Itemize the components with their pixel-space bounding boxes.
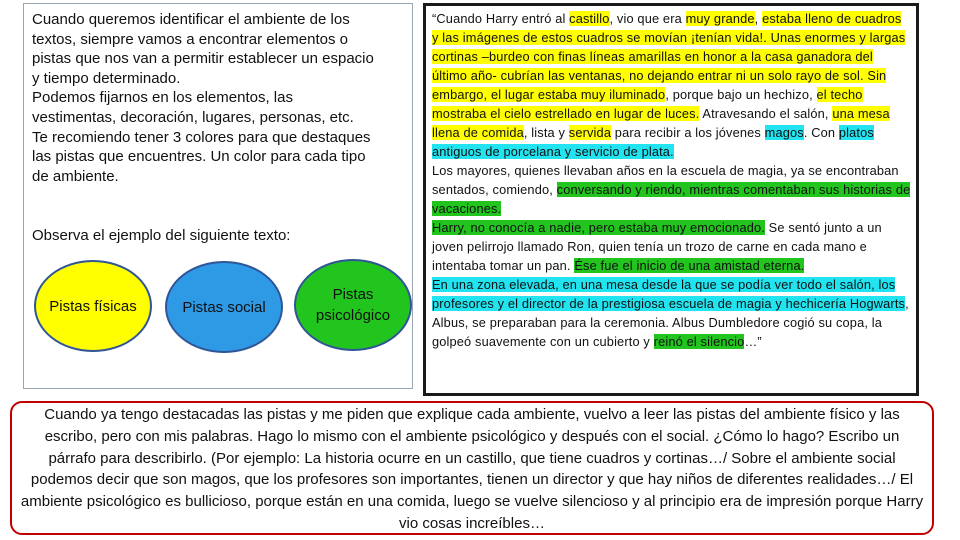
highlight-social: platos antiguos de porcelana y servicio de plata. <box>432 125 874 159</box>
highlight-physical: el techo mostraba el cielo estrellado en lugar de luces. <box>432 87 863 121</box>
highlight-physical: castillo <box>569 11 610 26</box>
highlight-social: magos <box>764 125 804 140</box>
intro-line: y tiempo determinado. <box>32 69 181 87</box>
intro-line: de ambiente. <box>32 167 119 185</box>
story-paragraph <box>432 275 911 351</box>
intro-line: pistas que nos van a permitir establecer un espacio <box>32 50 374 68</box>
physical-clues-ellipse <box>34 260 152 352</box>
story-text: , vio que era <box>609 11 686 26</box>
intro-line: Cuando queremos identificar el ambiente de los <box>32 11 350 28</box>
story-paragraph <box>432 161 911 218</box>
explanation-box <box>10 401 934 535</box>
psychological-clues-ellipse <box>294 259 412 351</box>
ellipse-label: Pistas físicas <box>49 297 137 315</box>
highlight-psychological: reinó el silencio <box>653 334 745 349</box>
story-text-box <box>423 3 919 396</box>
story-text: para recibir a los jóvenes <box>611 125 765 140</box>
story-text: , lista y <box>523 125 569 140</box>
story-text: Los mayores, quienes llevaban años en la escuela de magia, ya se encontraban sentados, comiendo, <box>432 163 899 197</box>
highlight-psychological: Harry, no conocía a nadie, pero estaba muy emocionado. <box>432 220 765 235</box>
story-text: , Albus, se preparaban para la ceremonia. Albus Dumbledore cogió su copa, la golpeó suavemente con un cubierto y <box>432 296 909 349</box>
explanation-text: Cuando ya tengo destacadas las pistas y me piden que explique cada ambiente, vuelvo a leer las pistas del ambiente físico y las escribo, pero con mis palabras. Hago lo mismo con el ambiente psicológico y después con el social. ¿Cómo lo hago? Escribo un párrafo para describirlo. (Por ejemplo: La historia ocurre en un castillo, que tiene cuadros y cortinas…/ Sobre el ambiente social podemos decir que son magos, que los profesores son importantes, tienen un director y que hay niños de diferentes realidades…/ El ambiente psicológico es bullicioso, porque están en una comida, luego se vuelve silencioso y al principio era de impresión porque Harry vio cosas increíbles… <box>20 406 924 532</box>
intro-line: textos, siempre vamos a encontrar elementos o <box>32 30 348 48</box>
highlight-physical: servida <box>568 125 612 140</box>
story-paragraph <box>432 218 911 275</box>
observe-label: Observa el ejemplo del siguiente texto: <box>32 227 291 244</box>
story-text: . Con <box>803 125 839 140</box>
ellipse-label: Pistas psicológico <box>315 286 391 324</box>
highlight-physical: una mesa llena de comida <box>432 106 890 140</box>
highlight-physical: muy grande <box>685 11 755 26</box>
intro-line: vestimentas, decoración, lugares, personas, etc. <box>32 108 354 126</box>
social-clues-ellipse <box>165 261 283 353</box>
highlight-social: En una zona elevada, en una mesa desde la que se podía ver todo el salón, los profesores y el director de la prestigiosa escuela de magia y hechicería Hogwarts <box>432 277 906 311</box>
intro-line: Te recomiendo tener 3 colores para que destaques <box>32 128 371 146</box>
highlight-psychological: Ése fue el inicio de una amistad eterna. <box>574 258 805 273</box>
ellipse-label: Pistas social <box>182 298 266 316</box>
story-text: , <box>754 11 763 26</box>
highlight-psychological: conversando y riendo, mientras comentaban sus historias de vacaciones. <box>432 182 911 216</box>
intro-text <box>32 10 412 186</box>
highlight-physical: estaba lleno de cuadros y las imágenes de estos cuadros se movían ¡tenían vida!. Unas enormes y largas cortinas –burdeo con finas líneas amarillas en honor a la casa ganadora del último año- cubrían las ventanas, no dejando entrar ni un solo rayo de sol. Sin embargo, el lugar estaba muy iluminado <box>432 11 906 102</box>
intro-line: las pistas que encuentres. Un color para cada tipo <box>32 148 366 166</box>
story-text: Se sentó junto a un joven pelirrojo llamado Ron, quien tenía un trozo de carne en cada mano e intentaba tomar un pan. <box>432 220 882 273</box>
intro-line: Podemos fijarnos en los elementos, las <box>32 89 293 107</box>
story-text: Atravesando el salón, <box>699 106 833 121</box>
story-paragraph <box>432 9 911 161</box>
story-text: …” <box>744 334 762 349</box>
story-text: “Cuando Harry entró al <box>432 11 570 26</box>
story-text: , porque bajo un hechizo, <box>665 87 817 102</box>
instructions-panel <box>23 3 413 389</box>
